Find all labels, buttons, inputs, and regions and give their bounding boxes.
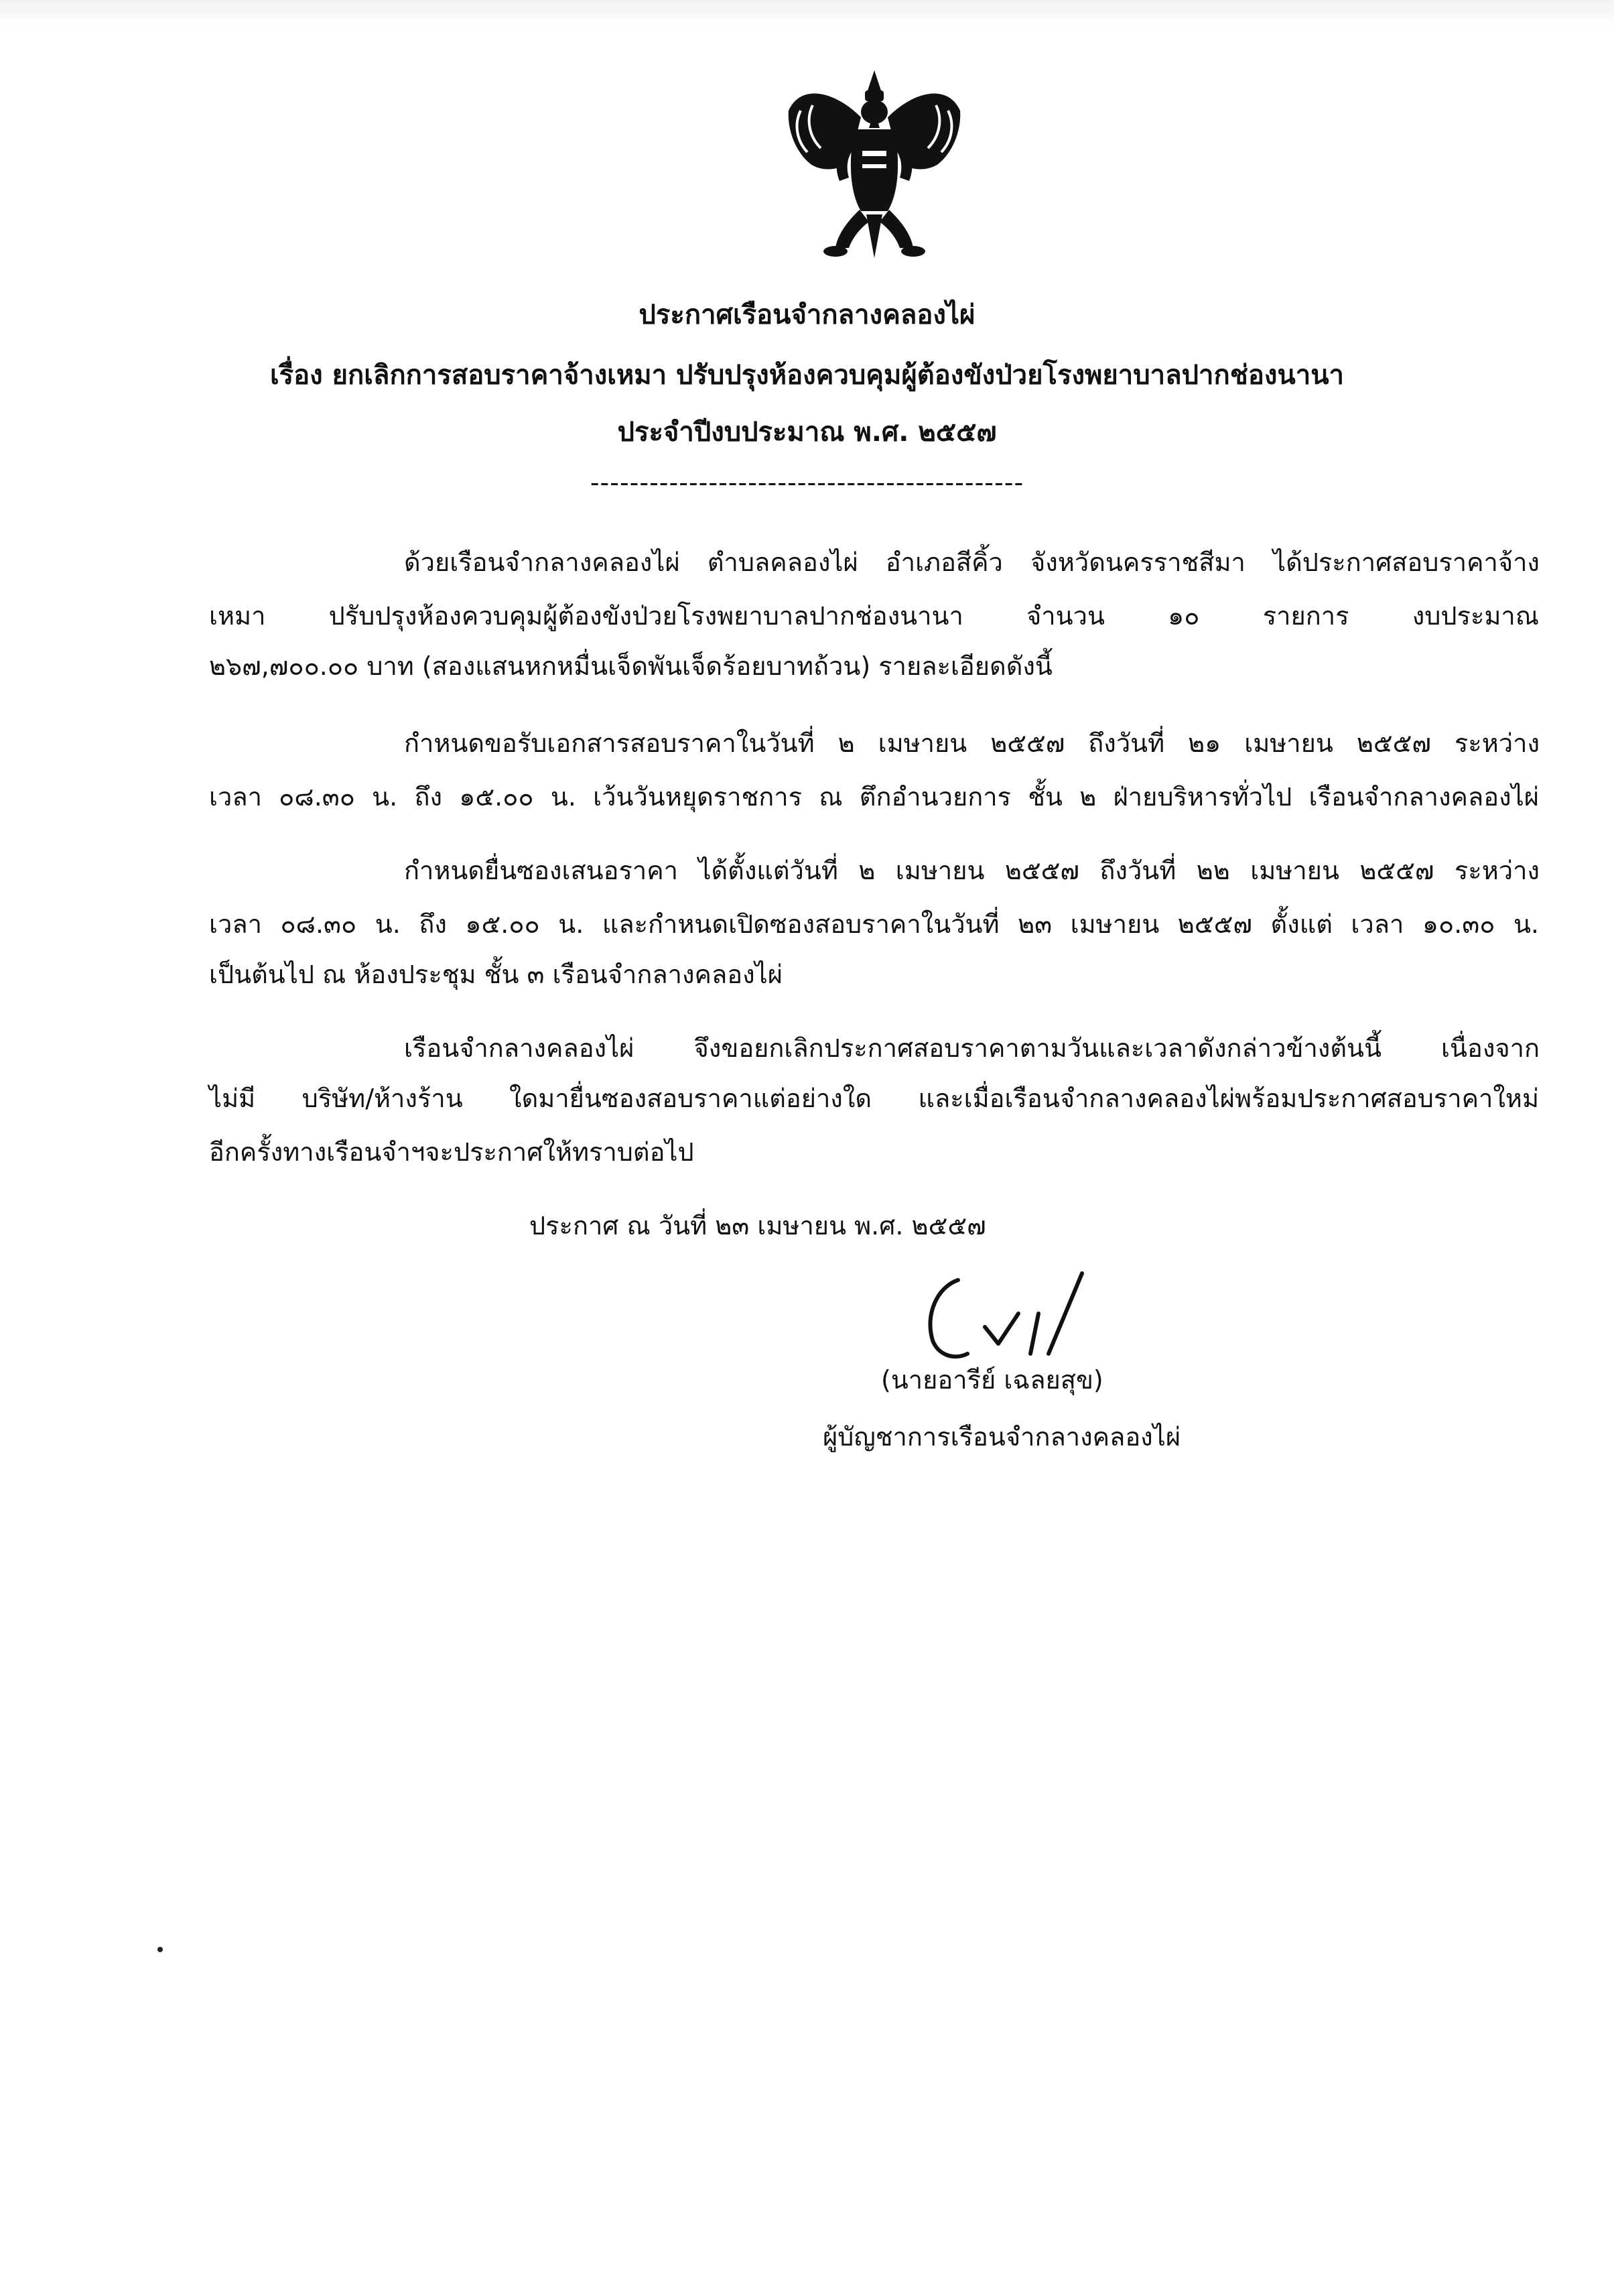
paragraph-4-line-2: ไม่มี บริษัท/ห้างร้าน ใดมายื่นซองสอบราคาแต่อย่างใด และเมื่อเรือนจำกลางคลองไผ่พร้อมประกาศสอบราคาใหม่ <box>209 1084 1539 1113</box>
signatory-title: ผู้บัญชาการเรือนจำกลางคลองไผ่ <box>823 1422 1181 1452</box>
signatory-name: (นายอารีย์ เฉลยสุข) <box>881 1365 1103 1395</box>
announcement-agency: ประกาศเรือนจำกลางคลองไผ่ <box>638 300 976 330</box>
announcement-subject: เรื่อง ยกเลิกการสอบราคาจ้างเหมา ปรับปรุงห้องควบคุมผู้ต้องขังป่วยโรงพยาบาลปากช่องนานา <box>269 360 1345 391</box>
handwritten-signature <box>911 1260 1132 1374</box>
paragraph-4-line-3: อีกครั้งทางเรือนจำฯจะประกาศให้ทราบต่อไป <box>209 1137 694 1167</box>
paragraph-1-line-1: ด้วยเรือนจำกลางคลองไผ่ ตำบลคลองไผ่ อำเภอสีคิ้ว จังหวัดนครราชสีมา ได้ประกาศสอบราคาจ้าง <box>404 548 1540 577</box>
paragraph-1-line-3: ๒๖๗,๗๐๐.๐๐ บาท (สองแสนหกหมื่นเจ็ดพันเจ็ดร้อยบาทถ้วน) รายละเอียดดังนี้ <box>209 651 1053 681</box>
paragraph-2-line-2: เวลา ๐๘.๓๐ น. ถึง ๑๕.๐๐ น. เว้นวันหยุดราชการ ณ ตึกอำนวยการ ชั้น ๒ ฝ่ายบริหารทั่วไป เรือนจำกลางคลองไผ่ <box>209 782 1539 812</box>
paragraph-3-line-2: เวลา ๐๘.๓๐ น. ถึง ๑๕.๐๐ น. และกำหนดเปิดซองสอบราคาในวันที่ ๒๓ เมษายน ๒๕๕๗ ตั้งแต่ เวลา ๑๐.๓๐ น. <box>209 909 1539 939</box>
paragraph-3-line-1: กำหนดยื่นซองเสนอราคา ได้ตั้งแต่วันที่ ๒ เมษายน ๒๕๕๗ ถึงวันที่ ๒๒ เมษายน ๒๕๕๗ ระหว่าง <box>404 856 1540 885</box>
announce-date: ประกาศ ณ วันที่ ๒๓ เมษายน พ.ศ. ๒๕๕๗ <box>529 1211 986 1240</box>
paragraph-2-line-1: กำหนดขอรับเอกสารสอบราคาในวันที่ ๒ เมษายน ๒๕๕๗ ถึงวันที่ ๒๑ เมษายน ๒๕๕๗ ระหว่าง <box>404 728 1540 758</box>
title-divider: -------------------------------------------- <box>590 468 1024 497</box>
paragraph-4-line-1: เรือนจำกลางคลองไผ่ จึงขอยกเลิกประกาศสอบราคาตามวันและเวลาดังกล่าวข้างต้นนี้ เนื่องจาก <box>404 1033 1540 1063</box>
scan-speck <box>157 1947 163 1952</box>
scan-edge <box>0 0 1614 27</box>
announcement-fiscal-year: ประจำปีงบประมาณ พ.ศ. ๒๕๕๗ <box>617 417 997 448</box>
garuda-emblem-icon <box>774 64 975 265</box>
paragraph-3-line-3: เป็นต้นไป ณ ห้องประชุม ชั้น ๓ เรือนจำกลางคลองไผ่ <box>209 960 783 989</box>
paragraph-1-line-2: เหมา ปรับปรุงห้องควบคุมผู้ต้องขังป่วยโรงพยาบาลปากช่องนานา จำนวน ๑๐ รายการ งบประมาณ <box>209 601 1539 631</box>
